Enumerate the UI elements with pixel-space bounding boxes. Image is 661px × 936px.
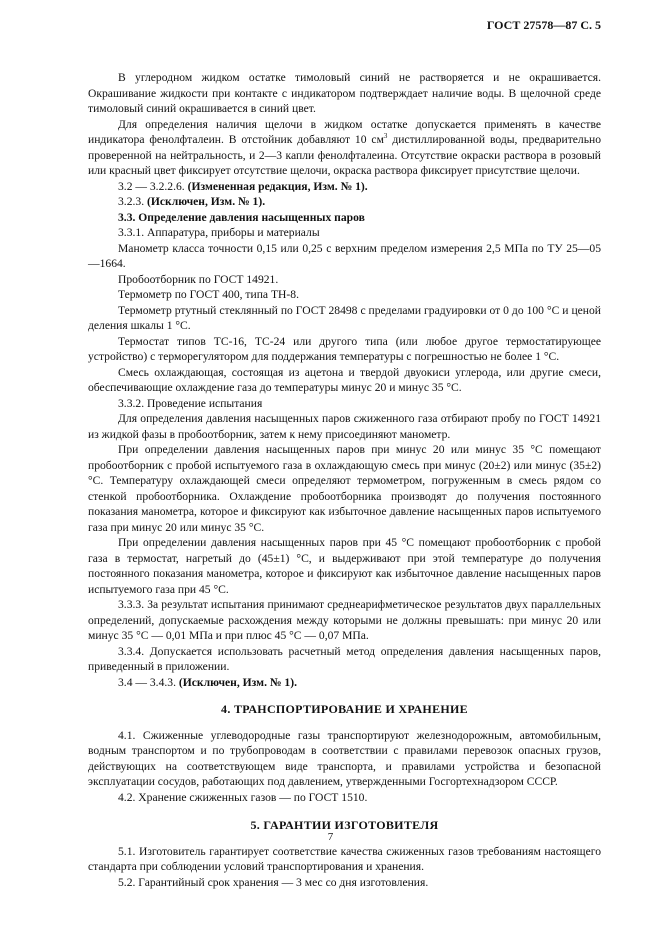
section-title-warranty: 5. ГАРАНТИИ ИЗГОТОВИТЕЛЯ <box>250 818 439 832</box>
paragraph-plus-45-test: При определении давления насыщенных паров при 45 °С помещают пробоотборник с пробой газа в термостат, нагретый до (45±1) °С, и выдерживают при этой температуре до получения постоянного показания манометра, которое и фиксируют как избыточное давление насыщенных паров испытуемого газа при 45 °С. <box>88 536 601 596</box>
superscript: 3 <box>383 132 388 141</box>
paragraph-mercury-thermometer: Термометр ртутный стеклянный по ГОСТ 28498 с пределами градуировки от 0 до 100 °С и ценой деления шкалы 1 °С. <box>88 303 601 332</box>
paragraph-cooling-mixture: Смесь охлаждающая, состоящая из ацетона и твердой двуокиси углерода, или другие смеси, обеспечивающие охлаждение газа до температуры минус 20 и минус 35 °С. <box>88 365 601 394</box>
paragraph-3-3-3: 3.3.3. За результат испытания принимают среднеарифметическое результатов двух параллельных определений, допускаемые расхождения между которыми не должны превышать: при минус 20 или минус 35 °С — 0,01 МПа и при плюс 45 °С — 0,07 МПа. <box>88 598 601 642</box>
paragraph-sampler: Пробоотборник по ГОСТ 14921. <box>118 272 279 286</box>
paragraph-3-3-4: 3.3.4. Допускается использовать расчетный метод определения давления насыщенных паров, приведенный в приложении. <box>88 644 601 673</box>
paragraph-thermometer: Термометр по ГОСТ 400, типа ТН-8. <box>118 288 299 301</box>
paragraph-minus-test: При определении давления насыщенных паров при минус 20 или минус 35 °С помещают пробоотборник с пробой испытуемого газа в охлаждающую смесь при минус (20±2) или минус (35±2) °С. Температуру охлаждающей смеси определяют термометром, погруженным в смесь рядом со стенкой пробоотборника. Охлаждение пробоотборника производят до получения постоянного показания манометра, которое и фиксируют как избыточное давление насыщенных паров испытуемого газа при минус 20 или минус 35 °С. <box>88 443 601 534</box>
clause-number: 3.2.3. <box>118 195 145 208</box>
paragraph-text: Для определения наличия щелочи в жидком остатке допускается применять в качестве индикатора фенолфталеин. В отстойник добавляют 10 см <box>88 117 601 146</box>
paragraph-amendment-3-4 <box>88 675 601 691</box>
page-number: 7 <box>327 831 334 843</box>
paragraph-3-3-1: 3.3.1. Аппаратура, приборы и материалы <box>118 226 320 239</box>
subsection-heading-3-3: 3.3. Определение давления насыщенных паров <box>118 210 365 224</box>
paragraph-sampling: Для определения давления насыщенных паров сжиженного газа отбирают пробу по ГОСТ 14921 из жидкой фазы в пробоотборник, затем к нему присоединяют манометр. <box>88 412 601 441</box>
clause-number: 3.4 — 3.4.3. <box>118 675 176 689</box>
paragraph-thermostat: Термостат типов ТС-16, ТС-24 или другого типа (или любое другое термостатирующее устройство) с терморегулятором для поддержания температуры с погрешностью не более 1 °С. <box>88 334 601 363</box>
clause-number: 3.2 — 3.2.2.6. <box>118 179 185 193</box>
document-body <box>88 70 601 890</box>
paragraph-manometer: Манометр класса точности 0,15 или 0,25 с верхним пределом измерения 2,5 МПа по ТУ 25—05—1664. <box>88 241 601 270</box>
paragraph-3-3-2: 3.3.2. Проведение испытания <box>118 396 263 410</box>
paragraph-amendment-3-2-3 <box>88 194 601 210</box>
paragraph-thymol-blue: В углеродном жидком остатке тимоловый синий не растворяется и не окрашивается. Окрашивание жидкости при контакте с индикатором подтверждает наличие воды. В щелочной среде тимоловый синий окрашивается в синий цвет. <box>88 71 601 115</box>
amendment-note: (Исключен, Изм. № 1). <box>147 195 266 208</box>
paragraph-amendment-3-2 <box>88 179 601 195</box>
paragraph-4-1: 4.1. Сжиженные углеводородные газы транспортируют железнодорожным, автомобильным, водным транспортом и по трубопроводам в соответствии с правилами перевозок опасных грузов, действующих на соответствующем виде транспорта, и правилами устройства и безопасной эксплуатации сосудов, работающих под давлением, утвержденными Госгортехнадзором СССР. <box>88 728 601 788</box>
paragraph-phenolphthalein <box>88 117 601 179</box>
amendment-note: (Исключен, Изм. № 1). <box>178 675 297 689</box>
paragraph-text: дистиллированной воды, предварительно проверенной на нейтральность, и 2—3 капли фенолфталеина. Отсутствие окраски раствора в розовый или красный цвет фиксирует отсутствие щелочи, окраска раствора фиксирует присутствие щелочи. <box>88 133 601 177</box>
paragraph-4-2: 4.2. Хранение сжиженных газов — по ГОСТ 1510. <box>118 790 368 804</box>
amendment-note: (Измененная редакция, Изм. № 1). <box>187 179 368 193</box>
page-header: ГОСТ 27578—87 С. 5 <box>486 18 601 32</box>
paragraph-5-1: 5.1. Изготовитель гарантирует соответствие качества сжиженных газов требованиям настоящего стандарта при соблюдении условий транспортирования и хранения. <box>88 844 601 873</box>
section-title-transport: 4. ТРАНСПОРТИРОВАНИЕ И ХРАНЕНИЕ <box>221 702 468 716</box>
paragraph-5-2: 5.2. Гарантийный срок хранения — 3 мес со дня изготовления. <box>118 875 429 889</box>
